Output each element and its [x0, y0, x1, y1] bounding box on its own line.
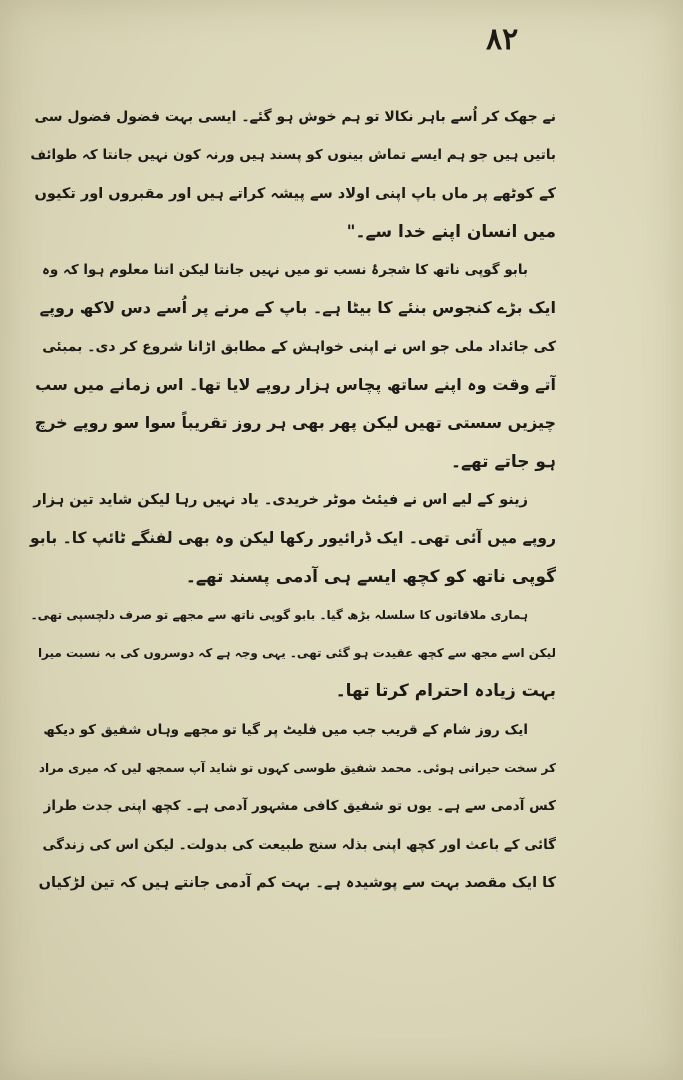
text-line: روپے میں آئی تھی۔ ایک ڈرائیور رکھا لیکن وہ بھی لفنگے ٹائپ کا۔ بابو — [30, 529, 556, 548]
text-line: لیکن اسے مجھ سے کچھ عقیدت ہو گئی تھی۔ یہی وجہ ہے کہ دوسروں کی بہ نسبت میرا — [37, 646, 556, 661]
page-number: ۸۲ — [486, 22, 519, 57]
text-line: ایک روز شام کے قریب جب میں فلیٹ پر گیا تو مجھے وہاں شفیق کو دیکھ — [43, 721, 528, 738]
text-line: زینو کے لیے اس نے فیئٹ موٹر خریدی۔ یاد نہیں رہا لیکن شاید تین ہزار — [33, 491, 528, 508]
text-line: کا ایک مقصد بہت سے پوشیدہ ہے۔ بہت کم آدمی جانتے ہیں کہ تین لڑکیاں — [38, 874, 556, 891]
text-line: ہو جاتے تھے۔ — [451, 451, 556, 472]
text-line: کس آدمی سے ہے۔ یوں تو شفیق کافی مشہور آدمی ہے۔ کچھ اپنی جدت طراز — [43, 798, 556, 815]
text-line: کی جائداد ملی جو اس نے اپنی خواہش کے مطابق اڑانا شروع کر دی۔ بمبئی — [42, 338, 556, 355]
text-line: گائی کے باعث اور کچھ اپنی بذلہ سنج طبیعت کی بدولت۔ لیکن اس کی زندگی — [42, 836, 556, 853]
text-line: چیزیں سستی تھیں لیکن پھر بھی ہر روز تقریباً سوا سو روپے خرچ — [34, 413, 556, 433]
body-text — [26, 98, 556, 902]
text-line: کے کوٹھے پر ماں باپ اپنی اولاد سے پیشہ کراتے ہیں اور مقبروں اور تکیوں — [34, 185, 556, 202]
text-line: ایک بڑے کنجوس بنئے کا بیٹا ہے۔ باپ کے مرنے پر اُسے دس لاکھ روپے — [39, 298, 556, 318]
text-line: آتے وقت وہ اپنے ساتھ پچاس ہزار روپے لایا تھا۔ اس زمانے میں سب — [35, 375, 556, 395]
text-line: بابو گوپی ناتھ کا شجرۂ نسب تو میں نہیں جانتا لیکن اتنا معلوم ہوا کہ وہ — [41, 262, 528, 279]
text-line: گوپی ناتھ کو کچھ ایسے ہی آدمی پسند تھے۔ — [185, 566, 556, 587]
text-line: میں انسان اپنے خدا سے۔" — [346, 221, 556, 242]
text-line: ہماری ملاقاتوں کا سلسلہ بڑھ گیا۔ بابو گوپی ناتھ سے مجھے تو صرف دلچسپی تھی۔ — [30, 607, 528, 622]
text-line: نے جھک کر اُسے باہر نکالا تو ہم خوش ہو گئے۔ ایسی بہت فضول فضول سی — [34, 109, 556, 125]
text-line: باتیں ہیں جو ہم ایسے تماش بینوں کو پسند ہیں ورنہ کون نہیں جانتا کہ طوائف — [30, 147, 556, 164]
text-line: بہت زیادہ احترام کرتا تھا۔ — [335, 681, 556, 702]
text-line: کر سخت حیرانی ہوئی۔ محمد شفیق طوسی کہوں تو شاید آپ سمجھ لیں کہ میری مراد — [38, 761, 556, 776]
